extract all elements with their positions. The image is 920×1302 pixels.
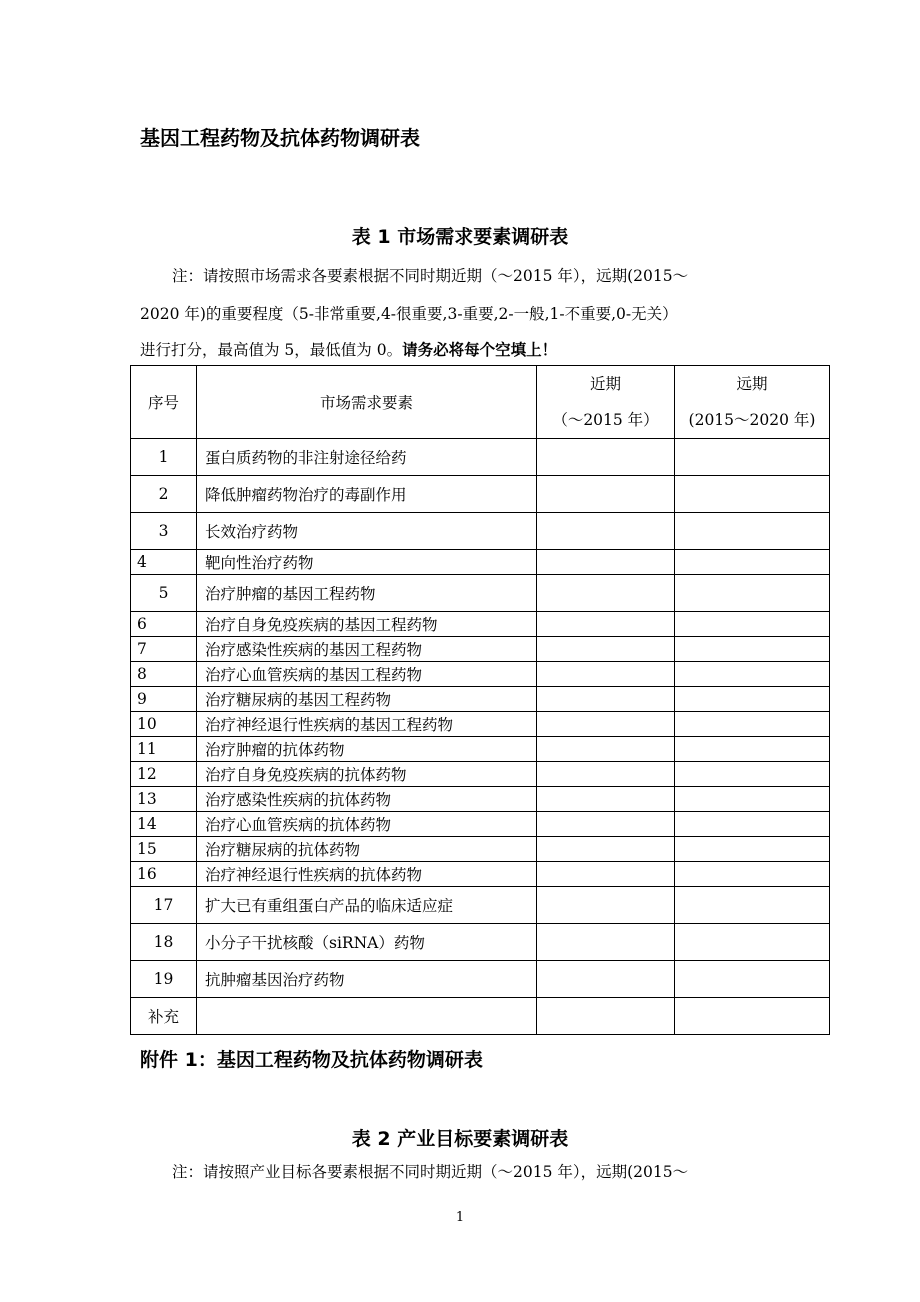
near-term-score-cell[interactable] <box>537 439 675 476</box>
row-factor: 长效治疗药物 <box>197 513 537 550</box>
header-near-label: 近期 <box>589 375 621 393</box>
row-index: 13 <box>131 787 197 812</box>
near-term-score-cell[interactable] <box>537 837 675 862</box>
near-term-score-cell[interactable] <box>537 961 675 998</box>
far-term-score-cell[interactable] <box>675 476 830 513</box>
near-term-score-cell[interactable] <box>537 787 675 812</box>
row-index: 1 <box>131 439 197 476</box>
near-term-score-cell[interactable] <box>537 887 675 924</box>
near-term-score-cell[interactable] <box>537 550 675 575</box>
far-term-score-cell[interactable] <box>675 887 830 924</box>
table-row <box>131 687 830 712</box>
far-term-score-cell[interactable] <box>675 787 830 812</box>
far-term-score-cell[interactable] <box>675 550 830 575</box>
header-near-term <box>537 366 675 439</box>
far-term-score-cell[interactable] <box>675 862 830 887</box>
near-term-score-cell[interactable] <box>537 637 675 662</box>
annex-title: 附件 1：基因工程药物及抗体药物调研表 <box>140 1049 483 1071</box>
row-factor: 治疗糖尿病的抗体药物 <box>197 837 537 862</box>
table-row <box>131 637 830 662</box>
table-header-row <box>131 366 830 439</box>
header-far-label: 远期 <box>736 375 768 393</box>
table1-note-line2: 2020 年)的重要程度（5-非常重要,4-很重要,3-重要,2-一般,1-不重要,0-无关） <box>140 305 678 323</box>
table-row <box>131 513 830 550</box>
row-factor: 治疗糖尿病的基因工程药物 <box>197 687 537 712</box>
near-term-score-cell[interactable] <box>537 712 675 737</box>
row-index: 9 <box>131 687 197 712</box>
near-term-score-cell[interactable] <box>537 924 675 961</box>
row-factor: 抗肿瘤基因治疗药物 <box>197 961 537 998</box>
table-row <box>131 862 830 887</box>
near-term-score-cell[interactable] <box>537 612 675 637</box>
table1-note-text: 进行打分，最高值为 5，最低值为 0。 <box>140 341 403 359</box>
row-factor: 小分子干扰核酸（siRNA）药物 <box>197 924 537 961</box>
near-term-score-cell[interactable] <box>537 998 675 1035</box>
row-index: 10 <box>131 712 197 737</box>
far-term-score-cell[interactable] <box>675 961 830 998</box>
row-factor: 治疗自身免疫疾病的基因工程药物 <box>197 612 537 637</box>
table1-note-line3 <box>140 338 557 360</box>
table-row <box>131 998 830 1035</box>
header-near-range: （～2015 年） <box>552 411 659 429</box>
row-index: 17 <box>131 887 197 924</box>
near-term-score-cell[interactable] <box>537 762 675 787</box>
table-row <box>131 787 830 812</box>
row-index: 8 <box>131 662 197 687</box>
table-row <box>131 837 830 862</box>
row-factor: 治疗自身免疫疾病的抗体药物 <box>197 762 537 787</box>
far-term-score-cell[interactable] <box>675 637 830 662</box>
table-row <box>131 812 830 837</box>
row-index: 补充 <box>131 998 197 1035</box>
table-row <box>131 712 830 737</box>
row-factor: 治疗肿瘤的基因工程药物 <box>197 575 537 612</box>
table-row <box>131 961 830 998</box>
far-term-score-cell[interactable] <box>675 612 830 637</box>
near-term-score-cell[interactable] <box>537 662 675 687</box>
table1-title: 表 1 市场需求要素调研表 <box>351 226 569 248</box>
row-factor: 治疗神经退行性疾病的基因工程药物 <box>197 712 537 737</box>
table-row <box>131 612 830 637</box>
row-factor: 治疗心血管疾病的基因工程药物 <box>197 662 537 687</box>
row-factor: 降低肿瘤药物治疗的毒副作用 <box>197 476 537 513</box>
near-term-score-cell[interactable] <box>537 812 675 837</box>
row-index: 2 <box>131 476 197 513</box>
document-title: 基因工程药物及抗体药物调研表 <box>140 126 420 150</box>
far-term-score-cell[interactable] <box>675 837 830 862</box>
row-index: 6 <box>131 612 197 637</box>
row-index: 16 <box>131 862 197 887</box>
row-factor: 扩大已有重组蛋白产品的临床适应症 <box>197 887 537 924</box>
header-far-range: (2015～2020 年) <box>688 411 816 429</box>
far-term-score-cell[interactable] <box>675 737 830 762</box>
row-factor: 治疗感染性疾病的抗体药物 <box>197 787 537 812</box>
far-term-score-cell[interactable] <box>675 924 830 961</box>
table-row <box>131 550 830 575</box>
far-term-score-cell[interactable] <box>675 712 830 737</box>
header-factor: 市场需求要素 <box>197 366 537 439</box>
table-row <box>131 662 830 687</box>
row-factor: 治疗心血管疾病的抗体药物 <box>197 812 537 837</box>
table1-note-emphasis: 请务必将每个空填上！ <box>402 341 558 359</box>
near-term-score-cell[interactable] <box>537 513 675 550</box>
row-factor: 治疗神经退行性疾病的抗体药物 <box>197 862 537 887</box>
row-factor: 治疗感染性疾病的基因工程药物 <box>197 637 537 662</box>
row-factor[interactable] <box>197 998 537 1035</box>
row-factor: 蛋白质药物的非注射途径给药 <box>197 439 537 476</box>
row-index: 19 <box>131 961 197 998</box>
table-row <box>131 924 830 961</box>
row-index: 11 <box>131 737 197 762</box>
row-index: 18 <box>131 924 197 961</box>
market-demand-table <box>130 365 830 1035</box>
far-term-score-cell[interactable] <box>675 812 830 837</box>
near-term-score-cell[interactable] <box>537 862 675 887</box>
far-term-score-cell[interactable] <box>675 513 830 550</box>
far-term-score-cell[interactable] <box>675 687 830 712</box>
page-number: 1 <box>455 1210 465 1225</box>
near-term-score-cell[interactable] <box>537 687 675 712</box>
far-term-score-cell[interactable] <box>675 575 830 612</box>
table-row <box>131 575 830 612</box>
table2-note-line1: 注：请按照产业目标各要素根据不同时期近期（～2015 年），远期(2015～ <box>172 1163 689 1181</box>
table-row <box>131 476 830 513</box>
header-far-term <box>675 366 830 439</box>
far-term-score-cell[interactable] <box>675 439 830 476</box>
table1-note-line1: 注：请按照市场需求各要素根据不同时期近期（～2015 年），远期(2015～ <box>172 267 689 285</box>
far-term-score-cell[interactable] <box>675 662 830 687</box>
near-term-score-cell[interactable] <box>537 476 675 513</box>
row-index: 4 <box>131 550 197 575</box>
row-index: 5 <box>131 575 197 612</box>
near-term-score-cell[interactable] <box>537 575 675 612</box>
near-term-score-cell[interactable] <box>537 737 675 762</box>
row-index: 15 <box>131 837 197 862</box>
far-term-score-cell[interactable] <box>675 762 830 787</box>
row-index: 7 <box>131 637 197 662</box>
table-row <box>131 762 830 787</box>
table-row <box>131 887 830 924</box>
row-factor: 治疗肿瘤的抗体药物 <box>197 737 537 762</box>
header-index: 序号 <box>131 366 197 439</box>
row-factor: 靶向性治疗药物 <box>197 550 537 575</box>
row-index: 12 <box>131 762 197 787</box>
table-row <box>131 737 830 762</box>
table-row <box>131 439 830 476</box>
table2-title: 表 2 产业目标要素调研表 <box>351 1128 569 1150</box>
far-term-score-cell[interactable] <box>675 998 830 1035</box>
row-index: 14 <box>131 812 197 837</box>
row-index: 3 <box>131 513 197 550</box>
